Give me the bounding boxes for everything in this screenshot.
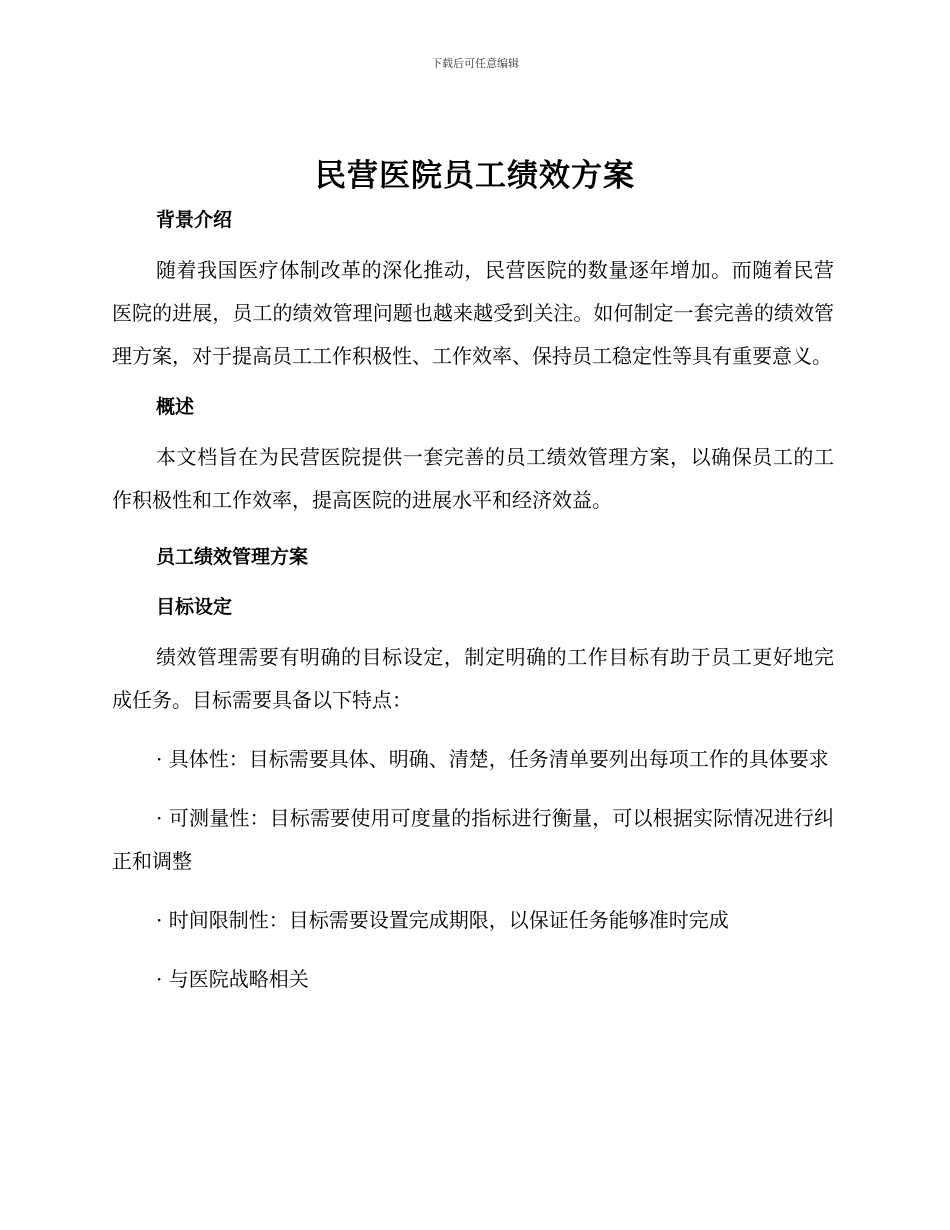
header-note: 下载后可任意编辑 bbox=[431, 57, 519, 70]
bullet-item: · 可测量性：目标需要使用可度量的指标进行衡量，可以根据实际情况进行纠正和调整 bbox=[112, 806, 834, 873]
paragraph-overview: 本文档旨在为民营医院提供一套完善的员工绩效管理方案，以确保员工的工作积极性和工作效率，提高医院的进展水平和经济效益。 bbox=[112, 445, 834, 512]
heading-overview: 概述 bbox=[156, 396, 195, 418]
bullet-item: · 与医院战略相关 bbox=[156, 967, 309, 991]
paragraph-goal: 绩效管理需要有明确的目标设定，制定明确的工作目标有助于员工更好地完成任务。目标需要具备以下特点： bbox=[112, 645, 834, 712]
paragraph-background: 随着我国医疗体制改革的深化推动，民营医院的数量逐年增加。而随着民营医院的进展，员工的绩效管理问题也越来越受到关注。如何制定一套完善的绩效管理方案，对于提高员工工作积极性、工作效率、保持员工稳定性等具有重要意义。 bbox=[112, 258, 834, 368]
document-title: 民营医院员工绩效方案 bbox=[315, 158, 635, 194]
heading-goal: 目标设定 bbox=[156, 596, 233, 618]
heading-plan: 员工绩效管理方案 bbox=[156, 546, 309, 568]
document-body bbox=[112, 205, 834, 1001]
heading-background: 背景介绍 bbox=[156, 209, 233, 231]
bullet-item: · 时间限制性：目标需要设置完成期限，以保证任务能够准时完成 bbox=[156, 908, 729, 932]
bullet-item: · 具体性：目标需要具体、明确、清楚，任务清单要列出每项工作的具体要求 bbox=[156, 747, 829, 771]
